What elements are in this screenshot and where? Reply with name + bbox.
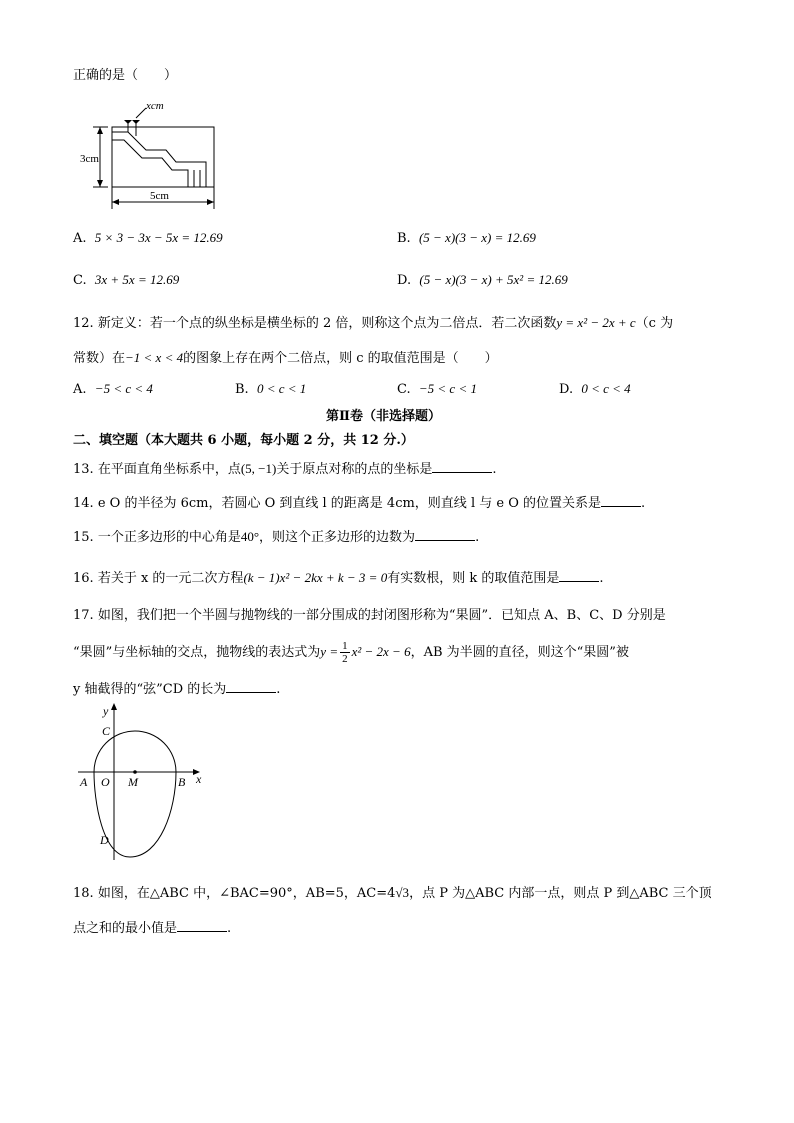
q11-label-width: 5cm (150, 190, 169, 202)
q17-label-m: M (128, 775, 138, 789)
q11-option-b: B. (5 − x)(3 − x) = 12.69 (397, 230, 536, 246)
q17-label-a: A (80, 775, 88, 789)
q12-option-b: B. 0 < c < 1 (235, 381, 307, 397)
q16: 16. 若关于 x 的一元二次方程(k − 1)x² − 2kx + k − 3 = 0有实数根，则 k 的取值范围是 . (73, 570, 604, 586)
q11-road (112, 132, 206, 187)
q11-figure (78, 96, 228, 216)
q12-line1: 12. 新定义：若一个点的纵坐标是横坐标的 2 倍，则称这个点为二倍点．若二次函数y = x² − 2x + c（c 为 (73, 315, 674, 331)
q16-blank (559, 569, 599, 582)
q14: 14. e O 的半径为 6cm，若圆心 O 到直线 l 的距离是 4cm，则直线 l 与 e O 的位置关系是 . (73, 496, 646, 511)
q17-label-c: C (102, 724, 111, 738)
q17-line1: 17. 如图，我们把一个半圆与抛物线的一部分围成的封闭图形称为“果圆”．已知点 A、B、C、D 分别是 (73, 608, 666, 623)
q17-label-o: O (101, 775, 110, 789)
q17-label-x: x (196, 772, 202, 786)
q12-line2: 常数）在−1 < x < 4的图象上存在两个二倍点，则 c 的取值范围是（ ） (73, 350, 498, 366)
q13-blank (432, 460, 492, 473)
q17-line3: y 轴截得的“弦”CD 的长为 . (73, 682, 281, 697)
q17-line2: “果圆”与坐标轴的交点，抛物线的表达式为y = $\frac{1}{2}$ x² − 2x − 6，AB 为半圆的直径，则这个“果圆”被 (73, 640, 629, 665)
q15: 15. 一个正多边形的中心角是40°，则这个正多边形的边数为 . (73, 529, 480, 545)
q17-figure (72, 700, 212, 865)
q18-blank (177, 919, 227, 932)
q12-option-d: D. 0 < c < 4 (559, 381, 631, 397)
section-heading: 二、填空题（本大题共 6 小题，每小题 2 分，共 12 分.） (73, 433, 414, 448)
q15-blank (415, 528, 475, 541)
q11-option-d: D. (5 − x)(3 − x) + 5x² = 12.69 (397, 272, 568, 288)
part2-title: 第Ⅱ卷（非选择题） (326, 409, 441, 424)
q17-fraction: $\frac{1}{2}$ (342, 640, 348, 665)
q13: 13. 在平面直角坐标系中，点(5, −1)关于原点对称的点的坐标是 . (73, 461, 497, 477)
q11-label-height: 3cm (80, 153, 99, 165)
q11-outer-rect (112, 127, 214, 187)
q11-stem-tail: 正确的是（ ） (73, 68, 178, 83)
q18-line2: 点之和的最小值是 . (73, 921, 232, 936)
q11-option-c: C. 3x + 5x = 12.69 (73, 272, 180, 288)
q11-label-x: xcm (146, 100, 164, 112)
q14-blank (601, 494, 641, 507)
q17-label-d: D (100, 833, 109, 847)
q12-option-c: C. −5 < c < 1 (397, 381, 477, 397)
q17-label-y: y (103, 704, 109, 718)
q11-option-a: A. 5 × 3 − 3x − 5x = 12.69 (73, 230, 223, 246)
q17-label-b: B (178, 775, 186, 789)
q12-option-a: A. −5 < c < 4 (73, 381, 153, 397)
q17-blank (226, 680, 276, 693)
q18-line1: 18. 如图，在△ABC 中，∠BAC=90°，AB=5，AC=4√3，点 P 为△ABC 内部一点，则点 P 到△ABC 三个顶 (73, 885, 712, 901)
